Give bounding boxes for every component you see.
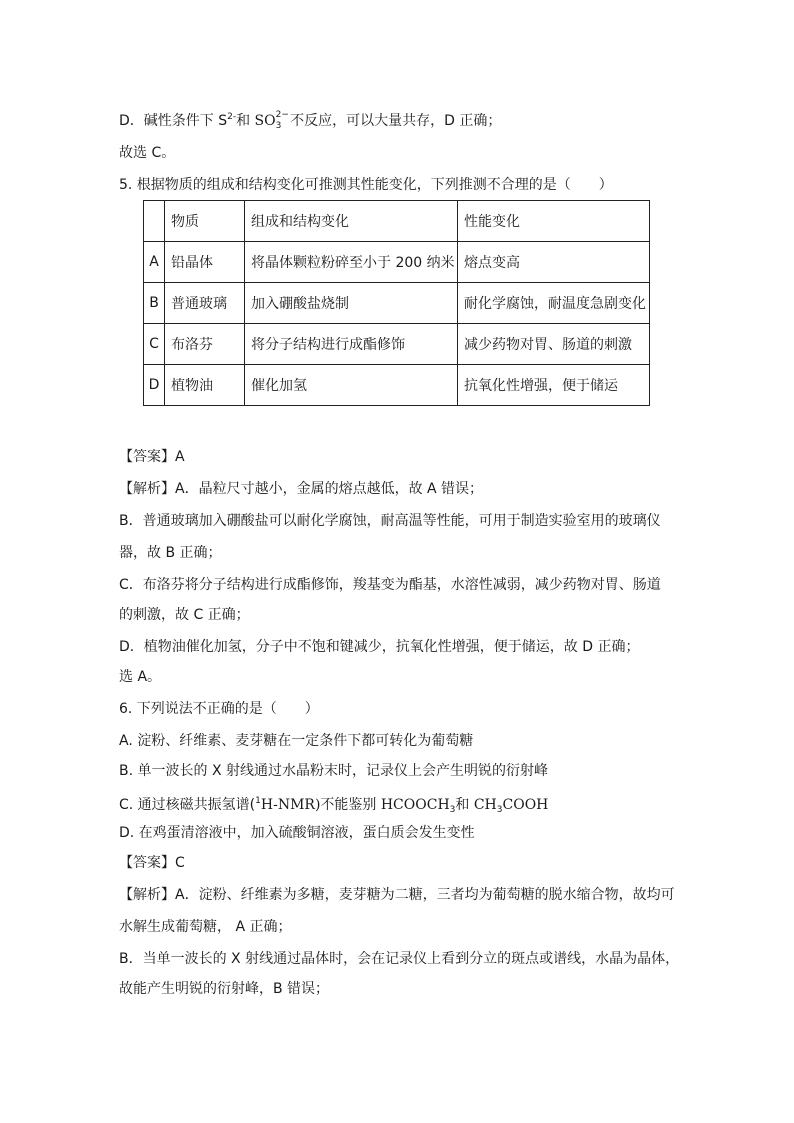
table-cell: 减少药物对胃、肠道的刺激 <box>458 324 650 365</box>
question-5-explanation-a: 【解析】A．晶粒尺寸越小，金属的熔点越低，故 A 错误； <box>119 481 484 497</box>
table-cell: 将分子结构进行成酯修饰 <box>245 324 458 365</box>
table-row <box>144 283 650 324</box>
text-fragment: 和 SO <box>236 113 276 129</box>
question-6-explanation-b2: 故能产生明锐的衍射峰，B 错误； <box>119 981 330 997</box>
table-row <box>144 242 650 283</box>
table-row <box>144 324 650 365</box>
question-6-option-d: D. 在鸡蛋清溶液中，加入硫酸铜溶液，蛋白质会发生变性 <box>119 825 475 841</box>
table-cell: 植物油 <box>165 365 245 406</box>
table-cell: 性能变化 <box>458 201 650 242</box>
table-cell: B <box>144 283 165 324</box>
prev-choose: 故选 C。 <box>119 145 176 161</box>
question-5-table <box>143 200 650 406</box>
text-fragment: 不反应，可以大量共存，D 正确； <box>285 113 502 129</box>
table-cell: 耐化学腐蚀，耐温度急剧变化 <box>458 283 650 324</box>
question-6-answer: 【答案】C <box>119 855 185 871</box>
question-6-stem: 6. 下列说法不正确的是（ ） <box>119 701 319 717</box>
question-5-explanation-d: D．植物油催化加氢，分子中不饱和键减少，抗氧化性增强，便于储运，故 D 正确； <box>119 639 640 655</box>
table-cell: 熔点变高 <box>458 242 650 283</box>
text-fragment: COOH <box>502 797 549 813</box>
table-cell: 物质 <box>165 201 245 242</box>
question-5-explanation-b2: 器，故 B 正确； <box>119 545 222 561</box>
text-fragment: 和 CH <box>455 797 497 813</box>
table-cell: 布洛芬 <box>165 324 245 365</box>
table-cell: 组成和结构变化 <box>245 201 458 242</box>
superscript: 2- <box>227 112 237 122</box>
question-5-explanation-c2: 的刺激，故 C 正确； <box>119 607 250 623</box>
table-cell: 抗氧化性增强，便于储运 <box>458 365 650 406</box>
question-5-stem: 5. 根据物质的组成和结构变化可推测其性能变化，下列推测不合理的是（ ） <box>119 177 613 193</box>
sulfite-charge <box>275 110 289 131</box>
text-fragment: C. 通过核磁共振氢谱( <box>119 797 256 813</box>
table-cell: A <box>144 242 165 283</box>
subscript: 3 <box>275 121 282 131</box>
subscript: 3 <box>449 805 456 815</box>
question-5-explanation-b1: B．普通玻璃加入硼酸盐可以耐化学腐蚀，耐高温等性能，可用于制造实验室用的玻璃仪 <box>119 513 661 529</box>
table-row <box>144 365 650 406</box>
table-cell: 普通玻璃 <box>165 283 245 324</box>
question-6-explanation-a2: 水解生成葡萄糖， A 正确； <box>119 919 292 935</box>
table-header-row <box>144 201 650 242</box>
question-6-option-b: B. 单一波长的 X 射线通过水晶粉末时，记录仪上会产生明锐的衍射峰 <box>119 763 548 779</box>
question-6-explanation-a1: 【解析】A．淀粉、纤维素为多糖，麦芽糖为二糖，三者均为葡萄糖的脱水缩合物，故均可 <box>119 887 675 903</box>
table-cell <box>144 201 165 242</box>
prev-option-d <box>119 107 501 131</box>
question-5-explanation-c1: C．布洛芬将分子结构进行成酯修饰，羧基变为酯基，水溶性减弱，减少药物对胃、肠道 <box>119 577 661 593</box>
table-cell: 催化加氢 <box>245 365 458 406</box>
question-5-choose: 选 A。 <box>119 669 162 685</box>
question-6-option-a: A. 淀粉、纤维素、麦芽糖在一定条件下都可转化为葡萄糖 <box>119 733 474 749</box>
question-6-explanation-b1: B．当单一波长的 X 射线通过晶体时，会在记录仪上看到分立的斑点或谱线，水晶为晶体， <box>119 951 680 967</box>
text-fragment: H-NMR)不能鉴别 HCOOCH <box>260 797 450 813</box>
question-6-option-c <box>119 791 548 820</box>
table-cell: D <box>144 365 165 406</box>
table-cell: 铅晶体 <box>165 242 245 283</box>
table-cell: 加入硼酸盐烧制 <box>245 283 458 324</box>
table-cell: 将晶体颗粒粉碎至小于 200 纳米 <box>245 242 458 283</box>
table-cell: C <box>144 324 165 365</box>
subscript: 3 <box>496 805 503 815</box>
superscript: 1 <box>255 796 261 806</box>
superscript: 2− <box>275 110 289 120</box>
question-5-answer: 【答案】A <box>119 449 185 465</box>
text-fragment: D．碱性条件下 S <box>119 113 228 129</box>
